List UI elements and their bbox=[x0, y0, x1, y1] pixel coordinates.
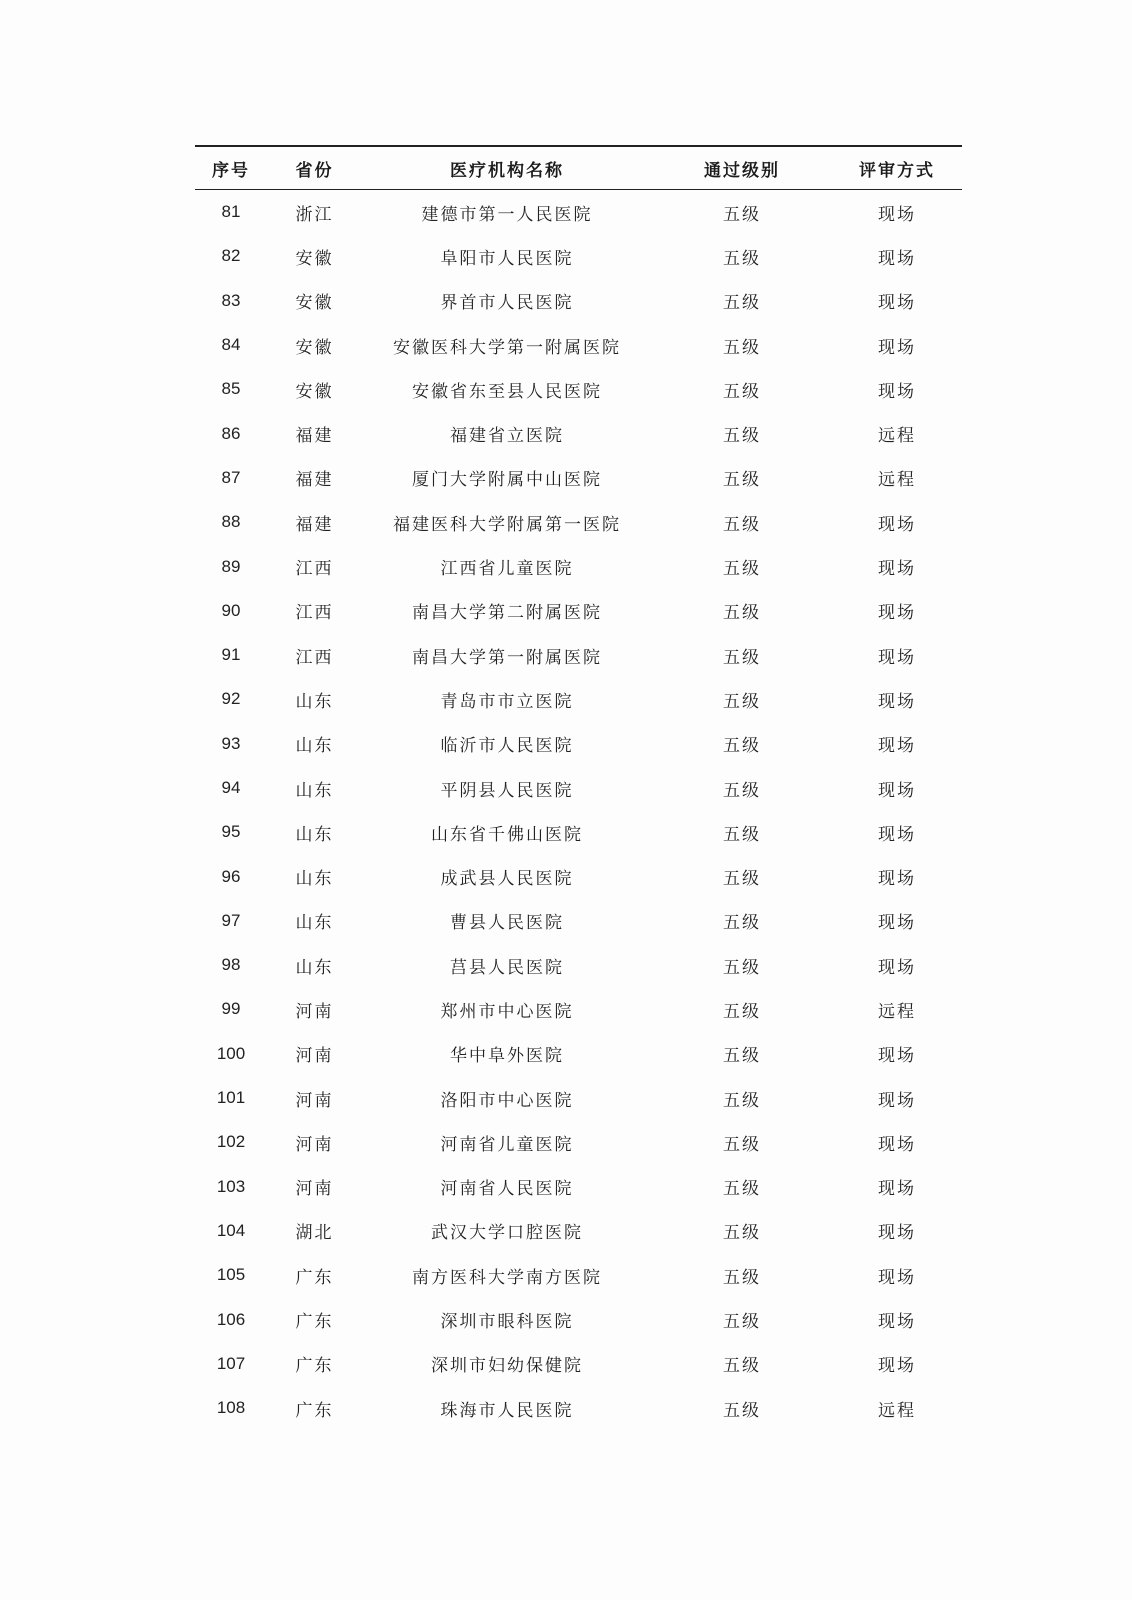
cell-level: 五级 bbox=[723, 957, 761, 978]
cell-level: 五级 bbox=[723, 603, 761, 624]
cell-level: 五级 bbox=[723, 913, 761, 934]
cell-hospital-name: 青岛市市立医院 bbox=[440, 691, 574, 712]
table-row bbox=[195, 544, 962, 588]
cell-level: 五级 bbox=[723, 1046, 761, 1067]
cell-hospital-name: 界首市人民医院 bbox=[440, 293, 574, 314]
cell-level: 五级 bbox=[723, 869, 761, 890]
table-row bbox=[195, 589, 962, 633]
cell-province: 山东 bbox=[295, 780, 334, 801]
table-row bbox=[195, 633, 962, 677]
cell-level: 五级 bbox=[723, 248, 761, 269]
cell-review-mode: 远程 bbox=[878, 1001, 916, 1022]
cell-hospital-name: 临沂市人民医院 bbox=[440, 736, 574, 757]
cell-province: 安徽 bbox=[295, 381, 334, 402]
cell-hospital-name: 深圳市妇幼保健院 bbox=[431, 1356, 583, 1377]
cell-hospital-name: 成武县人民医院 bbox=[440, 869, 574, 890]
cell-seq: 86 bbox=[221, 423, 241, 443]
cell-review-mode: 现场 bbox=[878, 248, 916, 269]
cell-hospital-name: 阜阳市人民医院 bbox=[440, 248, 574, 269]
table-body bbox=[195, 190, 962, 1430]
cell-seq: 90 bbox=[221, 600, 241, 620]
cell-level: 五级 bbox=[723, 824, 761, 845]
cell-seq: 84 bbox=[221, 335, 241, 355]
table-row bbox=[195, 766, 962, 810]
cell-hospital-name: 江西省儿童医院 bbox=[440, 559, 574, 580]
table-row bbox=[195, 1076, 962, 1120]
cell-review-mode: 现场 bbox=[878, 913, 916, 934]
cell-province: 浙江 bbox=[295, 204, 334, 225]
table-row bbox=[195, 234, 962, 278]
cell-level: 五级 bbox=[723, 381, 761, 402]
cell-hospital-name: 建德市第一人民医院 bbox=[421, 204, 593, 225]
table-row bbox=[195, 323, 962, 367]
cell-review-mode: 远程 bbox=[878, 1400, 916, 1421]
table-row bbox=[195, 810, 962, 854]
cell-seq: 104 bbox=[216, 1220, 246, 1240]
cell-seq: 108 bbox=[216, 1398, 246, 1418]
cell-seq: 93 bbox=[221, 733, 241, 753]
cell-level: 五级 bbox=[723, 1001, 761, 1022]
cell-review-mode: 现场 bbox=[878, 1267, 916, 1288]
cell-province: 福建 bbox=[295, 426, 334, 447]
cell-review-mode: 现场 bbox=[878, 1356, 916, 1377]
table-row bbox=[195, 987, 962, 1031]
cell-province: 广东 bbox=[295, 1400, 334, 1421]
table-row bbox=[195, 279, 962, 323]
cell-province: 福建 bbox=[295, 470, 334, 491]
table-row bbox=[195, 190, 962, 234]
cell-province: 广东 bbox=[295, 1267, 334, 1288]
cell-hospital-name: 深圳市眼科医院 bbox=[440, 1312, 574, 1333]
cell-seq: 82 bbox=[221, 246, 241, 266]
cell-level: 五级 bbox=[723, 559, 761, 580]
cell-seq: 107 bbox=[216, 1353, 246, 1373]
cell-seq: 87 bbox=[221, 467, 241, 487]
table-row bbox=[195, 1342, 962, 1386]
cell-hospital-name: 洛阳市中心医院 bbox=[440, 1090, 574, 1111]
cell-review-mode: 现场 bbox=[878, 381, 916, 402]
table-row bbox=[195, 1120, 962, 1164]
table-row bbox=[195, 854, 962, 898]
cell-hospital-name: 福建医科大学附属第一医院 bbox=[393, 514, 621, 535]
cell-review-mode: 现场 bbox=[878, 603, 916, 624]
cell-province: 山东 bbox=[295, 957, 334, 978]
cell-province: 安徽 bbox=[295, 337, 334, 358]
cell-province: 安徽 bbox=[295, 293, 334, 314]
cell-seq: 98 bbox=[221, 955, 241, 975]
cell-review-mode: 现场 bbox=[878, 1090, 916, 1111]
cell-review-mode: 远程 bbox=[878, 426, 916, 447]
cell-province: 河南 bbox=[295, 1134, 334, 1155]
table-row bbox=[195, 943, 962, 987]
cell-seq: 102 bbox=[216, 1132, 246, 1152]
header-name: 医疗机构名称 bbox=[450, 160, 564, 181]
cell-level: 五级 bbox=[723, 337, 761, 358]
table-row bbox=[195, 411, 962, 455]
cell-province: 广东 bbox=[295, 1356, 334, 1377]
cell-hospital-name: 莒县人民医院 bbox=[450, 957, 564, 978]
cell-level: 五级 bbox=[723, 1400, 761, 1421]
cell-hospital-name: 安徽医科大学第一附属医院 bbox=[393, 337, 621, 358]
cell-province: 福建 bbox=[295, 514, 334, 535]
table-row bbox=[195, 1165, 962, 1209]
cell-hospital-name: 平阴县人民医院 bbox=[440, 780, 574, 801]
cell-review-mode: 现场 bbox=[878, 736, 916, 757]
cell-province: 山东 bbox=[295, 824, 334, 845]
cell-level: 五级 bbox=[723, 426, 761, 447]
cell-level: 五级 bbox=[723, 1223, 761, 1244]
cell-level: 五级 bbox=[723, 514, 761, 535]
cell-seq: 99 bbox=[221, 999, 241, 1019]
cell-level: 五级 bbox=[723, 470, 761, 491]
cell-level: 五级 bbox=[723, 204, 761, 225]
cell-review-mode: 现场 bbox=[878, 957, 916, 978]
cell-province: 江西 bbox=[295, 647, 334, 668]
table-row bbox=[195, 1032, 962, 1076]
cell-review-mode: 现场 bbox=[878, 1312, 916, 1333]
cell-hospital-name: 珠海市人民医院 bbox=[440, 1400, 574, 1421]
cell-hospital-name: 南昌大学第二附属医院 bbox=[412, 603, 602, 624]
cell-level: 五级 bbox=[723, 1356, 761, 1377]
cell-seq: 88 bbox=[221, 512, 241, 532]
cell-province: 安徽 bbox=[295, 248, 334, 269]
header-province: 省份 bbox=[295, 160, 334, 181]
table-header bbox=[195, 147, 962, 189]
cell-seq: 81 bbox=[221, 202, 241, 222]
cell-seq: 92 bbox=[221, 689, 241, 709]
cell-province: 河南 bbox=[295, 1090, 334, 1111]
cell-seq: 83 bbox=[221, 290, 241, 310]
cell-seq: 106 bbox=[216, 1309, 246, 1329]
cell-review-mode: 现场 bbox=[878, 1134, 916, 1155]
table-row bbox=[195, 367, 962, 411]
header-seq: 序号 bbox=[212, 160, 250, 181]
table-row bbox=[195, 1209, 962, 1253]
cell-province: 江西 bbox=[295, 603, 334, 624]
cell-review-mode: 现场 bbox=[878, 337, 916, 358]
cell-level: 五级 bbox=[723, 293, 761, 314]
table-row bbox=[195, 899, 962, 943]
cell-hospital-name: 曹县人民医院 bbox=[450, 913, 564, 934]
cell-province: 山东 bbox=[295, 691, 334, 712]
hospital-table bbox=[195, 145, 962, 1430]
cell-province: 河南 bbox=[295, 1001, 334, 1022]
table-row bbox=[195, 722, 962, 766]
cell-review-mode: 现场 bbox=[878, 1179, 916, 1200]
cell-seq: 97 bbox=[221, 910, 241, 930]
cell-hospital-name: 河南省人民医院 bbox=[440, 1179, 574, 1200]
cell-seq: 94 bbox=[221, 778, 241, 797]
cell-hospital-name: 武汉大学口腔医院 bbox=[431, 1223, 583, 1244]
cell-review-mode: 现场 bbox=[878, 647, 916, 668]
cell-level: 五级 bbox=[723, 1267, 761, 1288]
cell-level: 五级 bbox=[723, 1312, 761, 1333]
cell-level: 五级 bbox=[723, 691, 761, 712]
cell-province: 江西 bbox=[295, 559, 334, 580]
cell-review-mode: 现场 bbox=[878, 559, 916, 580]
cell-review-mode: 现场 bbox=[878, 869, 916, 890]
cell-review-mode: 现场 bbox=[878, 514, 916, 535]
cell-hospital-name: 河南省儿童医院 bbox=[440, 1134, 574, 1155]
cell-hospital-name: 南方医科大学南方医院 bbox=[412, 1267, 602, 1288]
cell-seq: 95 bbox=[221, 822, 241, 842]
cell-province: 广东 bbox=[295, 1312, 334, 1333]
cell-review-mode: 现场 bbox=[878, 204, 916, 225]
cell-province: 山东 bbox=[295, 869, 334, 890]
cell-level: 五级 bbox=[723, 1134, 761, 1155]
cell-seq: 85 bbox=[221, 379, 241, 399]
cell-seq: 101 bbox=[216, 1088, 246, 1108]
cell-review-mode: 现场 bbox=[878, 1223, 916, 1244]
cell-level: 五级 bbox=[723, 1090, 761, 1111]
table-row bbox=[195, 456, 962, 500]
table-row bbox=[195, 500, 962, 544]
cell-hospital-name: 华中阜外医院 bbox=[450, 1046, 564, 1067]
cell-level: 五级 bbox=[723, 647, 761, 668]
cell-province: 河南 bbox=[295, 1179, 334, 1200]
cell-seq: 103 bbox=[216, 1176, 246, 1196]
cell-seq: 89 bbox=[221, 556, 241, 576]
cell-province: 山东 bbox=[295, 736, 334, 757]
cell-hospital-name: 福建省立医院 bbox=[450, 426, 564, 447]
cell-seq: 96 bbox=[221, 866, 241, 886]
cell-level: 五级 bbox=[723, 780, 761, 801]
cell-seq: 100 bbox=[216, 1043, 246, 1063]
cell-hospital-name: 南昌大学第一附属医院 bbox=[412, 647, 602, 668]
cell-review-mode: 现场 bbox=[878, 824, 916, 845]
cell-seq: 91 bbox=[221, 645, 241, 665]
cell-review-mode: 现场 bbox=[878, 293, 916, 314]
cell-province: 山东 bbox=[295, 913, 334, 934]
cell-hospital-name: 山东省千佛山医院 bbox=[431, 824, 583, 845]
cell-level: 五级 bbox=[723, 736, 761, 757]
table-row bbox=[195, 677, 962, 721]
table-row bbox=[195, 1297, 962, 1341]
cell-review-mode: 现场 bbox=[878, 780, 916, 801]
cell-hospital-name: 安徽省东至县人民医院 bbox=[412, 381, 602, 402]
header-level: 通过级别 bbox=[704, 160, 780, 181]
cell-province: 河南 bbox=[295, 1046, 334, 1067]
cell-province: 湖北 bbox=[295, 1223, 334, 1244]
cell-level: 五级 bbox=[723, 1179, 761, 1200]
cell-review-mode: 现场 bbox=[878, 691, 916, 712]
cell-review-mode: 现场 bbox=[878, 1046, 916, 1067]
cell-review-mode: 远程 bbox=[878, 470, 916, 491]
table-row bbox=[195, 1386, 962, 1430]
table-row bbox=[195, 1253, 962, 1297]
cell-hospital-name: 厦门大学附属中山医院 bbox=[412, 470, 602, 491]
cell-seq: 105 bbox=[216, 1265, 246, 1285]
cell-hospital-name: 郑州市中心医院 bbox=[440, 1001, 574, 1022]
header-mode: 评审方式 bbox=[859, 160, 935, 181]
